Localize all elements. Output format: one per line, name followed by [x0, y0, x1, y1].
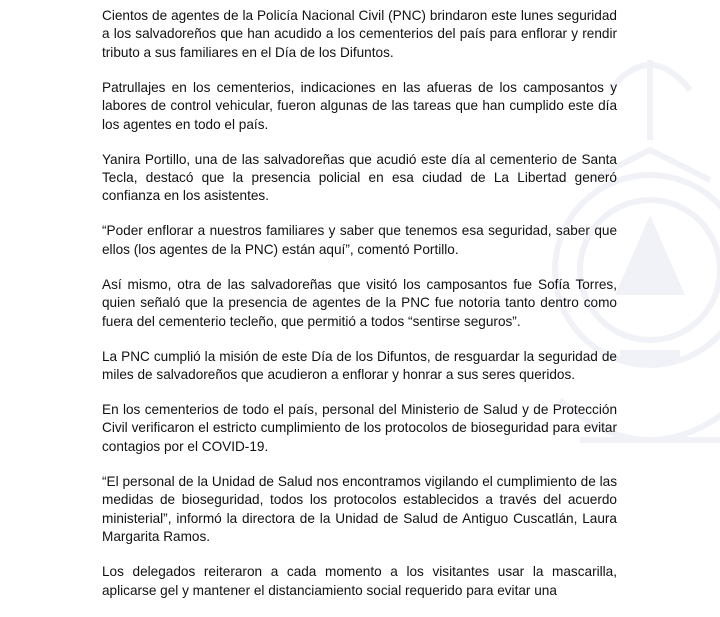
- paragraph: En los cementerios de todo el país, personal del Ministerio de Salud y de Protección Civil verificaron el estricto cumplimiento de los protocolos de bioseguridad para evitar contagios por el COVID-19.: [102, 402, 617, 454]
- paragraph: Así mismo, otra de las salvadoreñas que visitó los camposantos fue Sofía Torres, quien señaló que la presencia de agentes de la PNC fue notoria tanto dentro como fuera del cementerio tecleño, que permitió a todos “sentirse seguros”.: [102, 276, 617, 329]
- paragraph: Yanira Portillo, una de las salvadoreñas que acudió este día al cementerio de Santa Tecla, destacó que la presencia policial en esa ciudad de La Libertad generó confianza en los asistentes.: [102, 151, 617, 204]
- document-body: [102, 7, 617, 617]
- paragraph: “Poder enflorar a nuestros familiares y saber que tenemos esa seguridad, saber que ellos (los agentes de la PNC) están aquí”, comentó Portillo.: [102, 223, 617, 257]
- paragraph: Los delegados reiteraron a cada momento a los visitantes usar la mascarilla, aplicarse gel y mantener el distanciamiento social requerido para evitar una: [102, 564, 617, 598]
- paragraph: Patrullajes en los cementerios, indicaciones en las afueras de los camposantos y labores de control vehicular, fueron algunas de las tareas que han cumplido este día los agentes en todo el país.: [102, 79, 617, 132]
- paragraph: Cientos de agentes de la Policía Nacional Civil (PNC) brindaron este lunes seguridad a los salvadoreños que han acudido a los cementerios del país para enflorar y rendir tributo a sus familiares en el Día de los Difuntos.: [102, 8, 617, 60]
- paragraph: “El personal de la Unidad de Salud nos encontramos vigilando el cumplimiento de las medidas de bioseguridad, todos los protocolos establecidos a través del acuerdo ministerial”, informó la directora de la Unidad de Salud de Antiguo Cuscatlán, Laura Margarita Ramos.: [102, 473, 617, 545]
- paragraph: La PNC cumplió la misión de este Día de los Difuntos, de resguardar la seguridad de miles de salvadoreños que acudieron a enflorar y honrar a sus seres queridos.: [102, 348, 617, 383]
